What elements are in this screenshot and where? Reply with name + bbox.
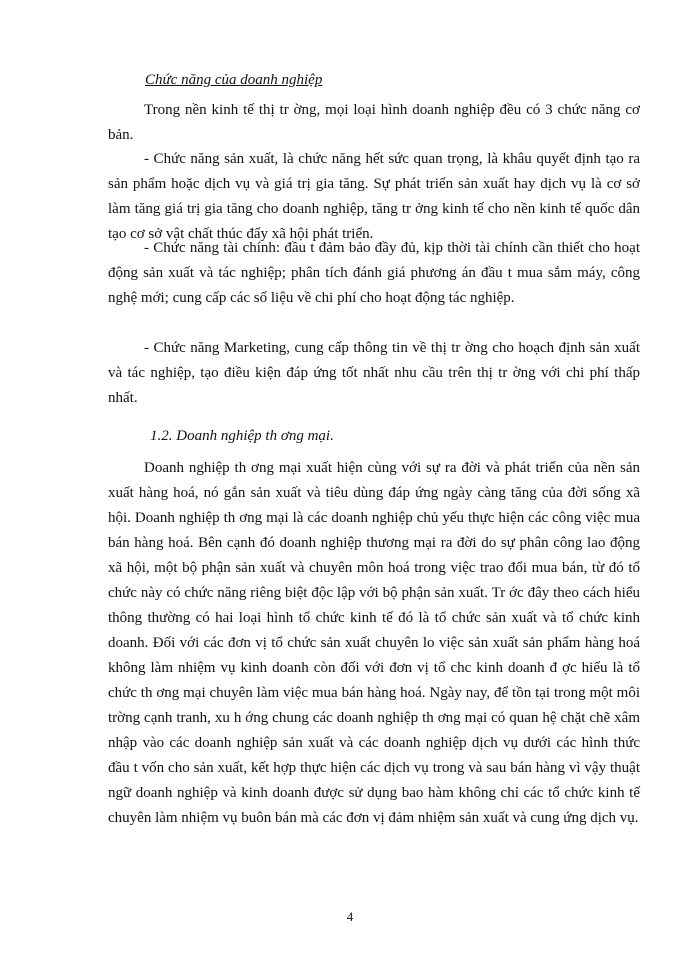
paragraph-marketing: - Chức năng Marketing, cung cấp thông tin về thị tr ờng cho hoạch định sản xuất và tác nghiệp, tạo điều kiện đáp ứng tốt nhất nhu cầu trên thị tr ờng với chi phí thấp nhất.: [108, 340, 640, 406]
page-number: 4: [346, 909, 354, 924]
paragraph-intro: Trong nền kinh tế thị tr ờng, mọi loại hình doanh nghiệp đều có 3 chức năng cơ bản.: [108, 102, 640, 143]
paragraph-finance: - Chức năng tài chính: đầu t đảm bảo đầy đủ, kịp thời tài chính cần thiết cho hoạt động sản xuất và tác nghiệp; phân tích đánh giá phương án đầu t mua sắm máy, công nghệ mới; cung cấp các số liệu về chi phí cho hoạt động tác nghiệp.: [108, 240, 640, 306]
subsection-heading: 1.2. Doanh nghiệp th ơng mại.: [150, 428, 334, 444]
section-heading: Chức năng của doanh nghiệp: [145, 72, 323, 88]
paragraph-commercial-enterprise: Doanh nghiệp th ơng mại xuất hiện cùng với sự ra đời và phát triển của nền sản xuất hàng hoá, nó gắn sản xuất và tiêu dùng đáp ứng ngày càng tăng của đời sống xã hội. Doanh nghiệp th ơng mại là các doanh nghiệp chủ yếu thực hiện các công việc mua bán hàng hoá. Bên cạnh đó doanh nghiệp thương mại ra đời do sự phân công lao động xã hội, một bộ phận sản xuất và chuyên môn hoá trong việc trao đổi mua bán, từ đó tổ chức này có chức năng riêng biệt độc lập với bộ phận sản xuất. Tr ớc đây theo cách hiểu thông thường có hai loại hình tổ chức kinh tế đó là tổ chức sản xuất và tổ chức kinh doanh. Đối với các đơn vị tổ chức sản xuất chuyên lo việc sản xuất sản phẩm hàng hoá không làm nhiệm vụ kinh doanh còn đối với đơn vị tổ chc kinh doanh đ ợc hiểu là tổ chức th ơng mại chuyên làm việc mua bán hàng hoá. Ngày nay, để tồn tại trong một môi trờng cạnh tranh, xu h ớng chung các doanh nghiệp th ơng mại có quan hệ chặt chẽ xâm nhập vào các doanh nghiệp sản xuất và các doanh nghiệp dịch vụ dưới các hình thức đầu t vốn cho sản xuất, kết hợp thực hiện các dịch vụ trong và sau bán hàng vì vậy thuật ngữ doanh nghiệp và kinh doanh được sử dụng bao hàm không chỉ các tổ chức kinh tế chuyên làm nhiệm vụ buôn bán mà các đơn vị đảm nhiệm sản xuất và cung ứng dịch vụ.: [108, 460, 640, 826]
paragraph-production: - Chức năng sản xuất, là chức năng hết sức quan trọng, là khâu quyết định tạo ra sản phẩm hoặc dịch vụ và giá trị gia tăng. Sự phát triển sản xuất hay dịch vụ là cơ sở làm tăng giá trị gia tăng cho doanh nghiệp, tăng tr ởng kinh tế cho nền kinh tế quốc dân tạo cơ sở vật chất thúc đẩy xã hội phát triển.: [108, 151, 640, 242]
